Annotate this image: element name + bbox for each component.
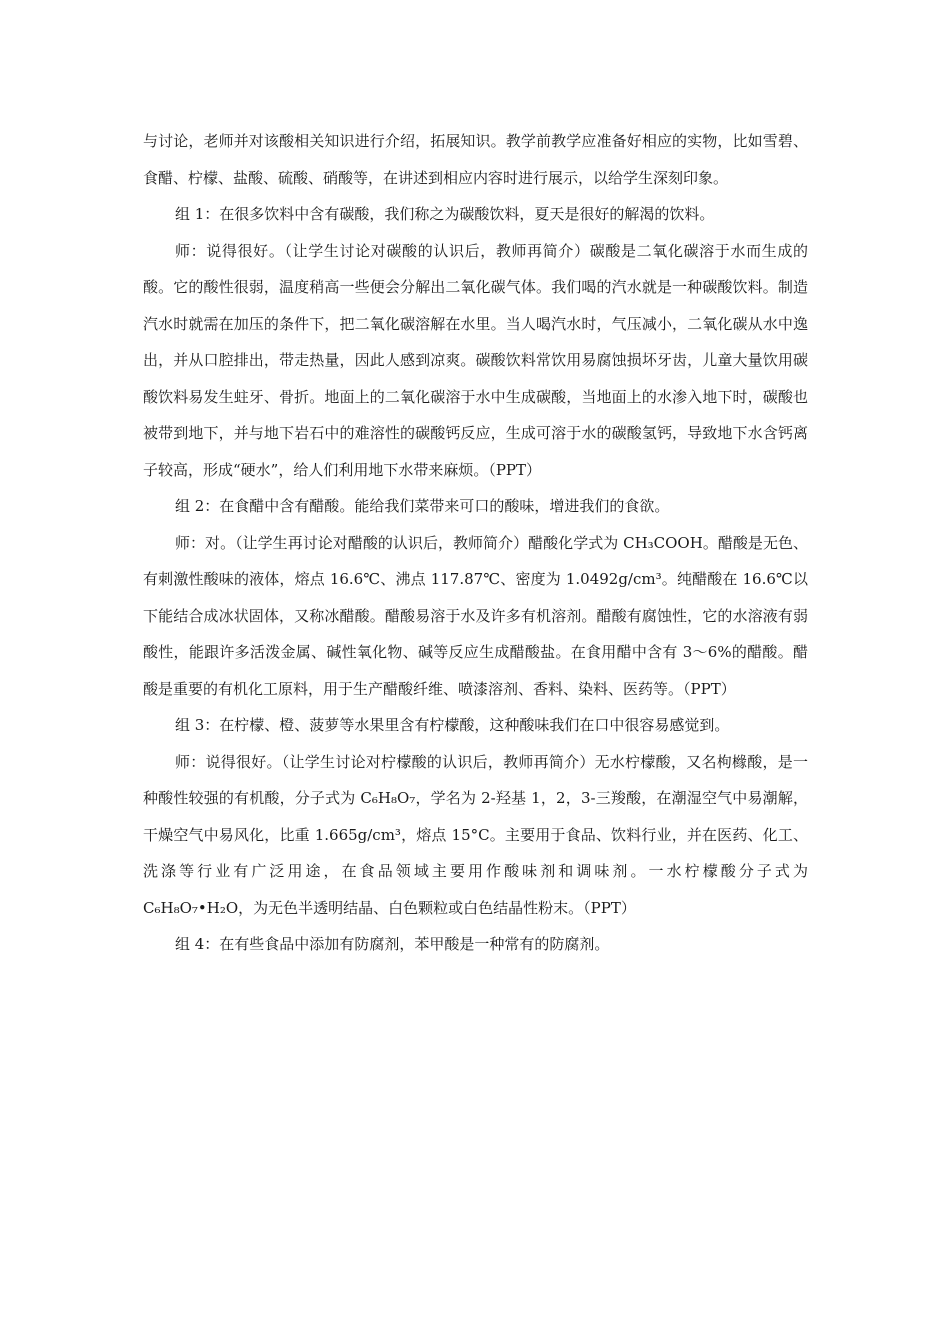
paragraph-teacher-carbonic-acid: 师：说得很好。（让学生讨论对碳酸的认识后，教师再简介）碳酸是二氧化碳溶于水而生成的酸。它的酸性很弱，温度稍高一些便会分解出二氧化碳气体。我们喝的汽水就是一种碳酸饮料。制造汽水时就需在加压的条件下，把二氧化碳溶解在水里。当人喝汽水时，气压减小，二氧化碳从水中逸出，并从口腔排出，带走热量，因此人感到凉爽。碳酸饮料常饮用易腐蚀损坏牙齿，儿童大量饮用碳酸饮料易发生蛀牙、骨折。地面上的二氧化碳溶于水中生成碳酸，当地面上的水渗入地下时，碳酸也被带到地下，并与地下岩石中的难溶性的碳酸钙反应，生成可溶于水的碳酸氢钙，导致地下水含钙离子较高，形成“硬水”，给人们利用地下水带来麻烦。（PPT） xyxy=(143,241,808,479)
paragraph-group-4: 组 4：在有些食品中添加有防腐剂，苯甲酸是一种常有的防腐剂。 xyxy=(175,935,610,953)
document-page xyxy=(143,123,808,963)
paragraph-intro: 与讨论，老师并对该酸相关知识进行介绍，拓展知识。教学前教学应准备好相应的实物，比如雪碧、食醋、柠檬、盐酸、硫酸、硝酸等，在讲述到相应内容时进行展示，以给学生深刻印象。 xyxy=(143,132,808,187)
paragraph-group-1: 组 1：在很多饮料中含有碳酸，我们称之为碳酸饮料，夏天是很好的解渴的饮料。 xyxy=(175,205,715,223)
paragraph-teacher-acetic-acid: 师：对。（让学生再讨论对醋酸的认识后，教师简介）醋酸化学式为 CH₃COOH。醋酸是无色、有刺激性酸味的液体，熔点 16.6℃、沸点 117.87℃、密度为 1.0492g/cm³。纯醋酸在 16.6℃以下能结合成冰状固体，又称冰醋酸。醋酸易溶于水及许多有机溶剂。醋酸有腐蚀性，它的水溶液有弱酸性，能跟许多活泼金属、碱性氧化物、碱等反应生成醋酸盐。在食用醋中含有 3～6%的醋酸。醋酸是重要的有机化工原料，用于生产醋酸纤维、喷漆溶剂、香料、染料、医药等。（PPT） xyxy=(143,533,808,698)
paragraph-group-2: 组 2：在食醋中含有醋酸。能给我们菜带来可口的酸味，增进我们的食欲。 xyxy=(175,497,670,515)
paragraph-group-3: 组 3：在柠檬、橙、菠萝等水果里含有柠檬酸，这种酸味我们在口中很容易感觉到。 xyxy=(175,716,730,734)
paragraph-teacher-citric-acid: 师：说得很好。（让学生讨论对柠檬酸的认识后，教师再简介）无水柠檬酸，又名枸橼酸，是一种酸性较强的有机酸，分子式为 C₆H₈O₇，学名为 2-羟基 1，2，3-三羧酸，在潮湿空气中易潮解，干燥空气中易风化，比重 1.665g/cm³，熔点 15°C。主要用于食品、饮料行业，并在医药、化工、洗涤等行业有广泛用途，在食品领域主要用作酸味剂和调味剂。一水柠檬酸分子式为 C₆H₈O₇•H₂O，为无色半透明结晶、白色颗粒或白色结晶性粉末。（PPT） xyxy=(143,752,808,917)
